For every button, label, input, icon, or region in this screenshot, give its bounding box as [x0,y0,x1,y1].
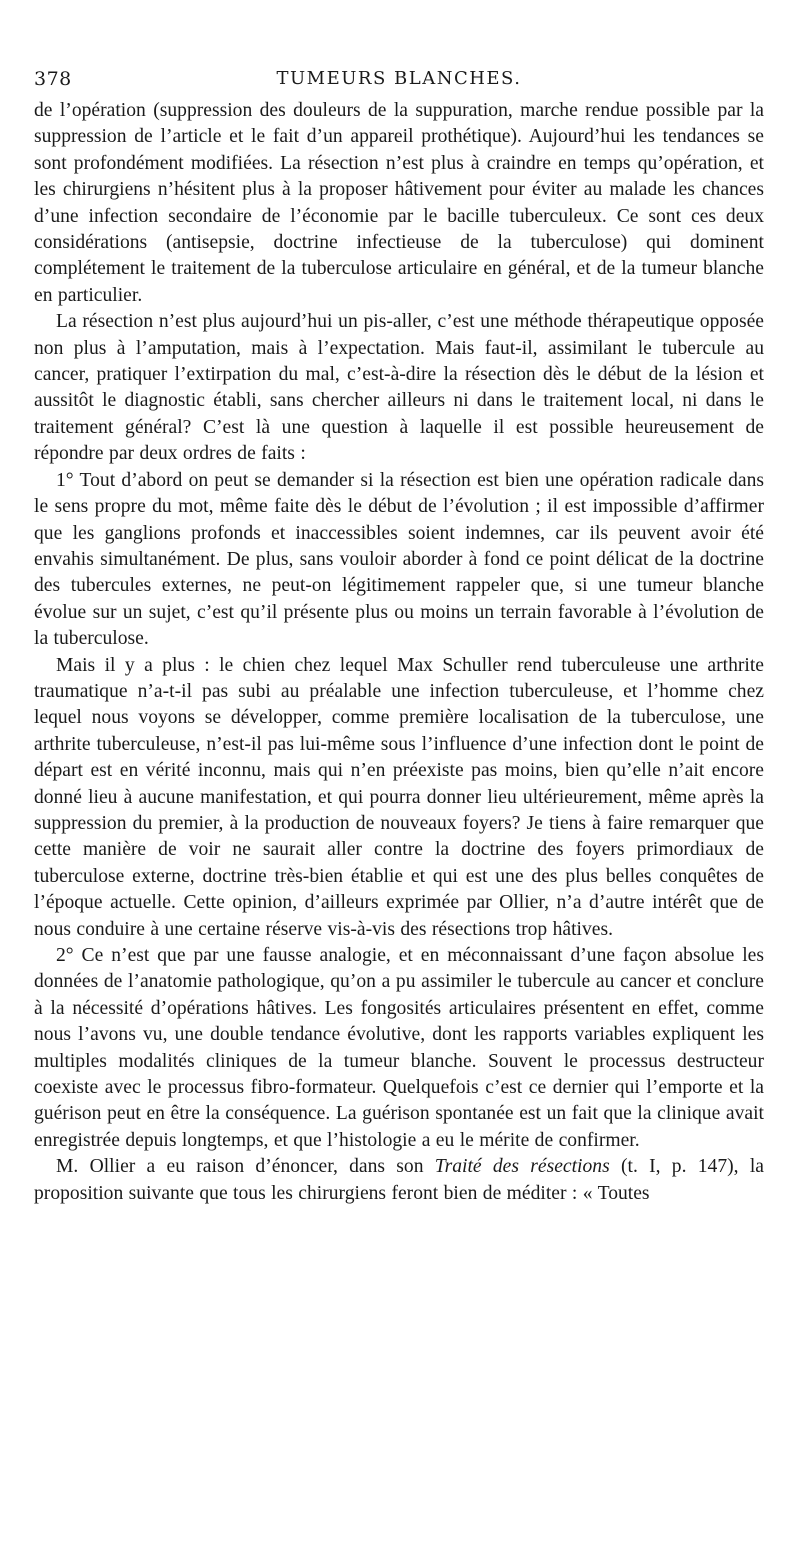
paragraph-first-point: 1° Tout d’abord on peut se demander si la résection est bien une opération radicale dans le sens propre du mot, même faite dès le début de l’évolution ; il est impossible d’affirmer que les ganglions profonds et inaccessibles soient indemnes, car ils peuvent avoir été envahis simultanément. De plus, sans vouloir aborder à fond ce point délicat de la doctrine des tubercules externes, ne peut-on légitimement rappeler que, si une tumeur blanche évolue sur un sujet, c’est qu’il présente plus ou moins un terrain favorable à l’évolution de la tuberculose. [34,469,764,650]
page-number: 378 [34,68,72,90]
paragraph-continuation: de l’opération (suppression des douleurs de la suppuration, marche rendue possible par la suppression de l’article et le fait d’un appareil prothétique). Aujourd’hui les tendances se sont profondément modifiées. La résection n’est plus à craindre en temps qu’opération, et les chirurgiens n’hésitent plus à la proposer hâtivement pour éviter au malade les chances d’une infection secondaire de l’économie par le bacille tuberculeux. Ce sont ces deux considérations (antisepsie, doctrine infectieuse de la tuberculose) qui dominent complétement le traitement de la tuberculose articulaire en général, et de la tumeur blanche en particulier. [34,100,764,306]
ollier-text-before: M. Ollier a eu raison d’énoncer, dans son [56,1156,435,1178]
body-text [34,98,764,1207]
paragraph-second-point: 2° Ce n’est que par une fausse analogie, et en méconnaissant d’une façon absolue les données de l’anatomie pathologique, qu’on a pu assimiler le tubercule au cancer et conclure à la nécessité d’opérations hâtives. Les fongosités articulaires présentent en effet, comme nous l’avons vu, une double tendance évolutive, dont les rapports variables expliquent les multiples modalités cliniques de la tumeur blanche. Souvent le processus destructeur coexiste avec le processus fibro-formateur. Quelquefois c’est ce dernier qui l’emporte et la guérison peut en être la conséquence. La guérison spontanée est un fait que la clinique avait enregistrée depuis longtemps, et que l’histologie a eu le mérite de confirmer. [34,945,764,1151]
running-title: TUMEURS BLANCHES. [276,68,522,89]
paragraph-max-schuller: Mais il y a plus : le chien chez lequel Max Schuller rend tuberculeuse une arthrite traumatique n’a-t-il pas subi au préalable une infection tuberculeuse, et l’homme chez lequel nous voyons se développer, comme première localisation de la tuberculose, une arthrite tuberculeuse, n’est-il pas lui-même sous l’influence d’une infection dont le point de départ est en vérité inconnu, mais qui n’en préexiste pas moins, bien qu’elle n’ait encore donné lieu à aucune manifestation, et qui pourra donner lieu ultérieurement, même après la suppression du premier, à la production de nouveaux foyers? Je tiens à faire remarquer que cette manière de voir ne saurait aller contre la doctrine des foyers primordiaux de tuberculose externe, doctrine très-bien établie et qui est une des plus belles conquêtes de l’époque actuelle. Cette opinion, d’ailleurs exprimée par Ollier, n’a d’autre intérêt que de nous conduire à une certaine réserve vis-à-vis des résections trop hâtives. [34,654,764,940]
document-page [34,62,764,1207]
paragraph-resection-method: La résection n’est plus aujourd’hui un pis-aller, c’est une méthode thérapeutique opposée non plus à l’amputation, mais à l’expectation. Mais faut-il, assimilant le tubercule au cancer, pratiquer l’extirpation du mal, c’est-à-dire la résection dès le début de la lésion et aussitôt le diagnostic établi, sans chercher ailleurs ni dans le traitement local, ni dans le traitement général? C’est là une question à laquelle il est possible heureusement de répondre par deux ordres de faits : [34,311,764,465]
running-head [34,62,764,96]
ollier-text-after: (t. I, p. 147), la proposition suivante que tous les chirurgiens feront bien de méditer : « Toutes [34,1156,764,1204]
paragraph-ollier-quote [34,1154,764,1207]
book-title: Traité des résections [434,1156,610,1178]
